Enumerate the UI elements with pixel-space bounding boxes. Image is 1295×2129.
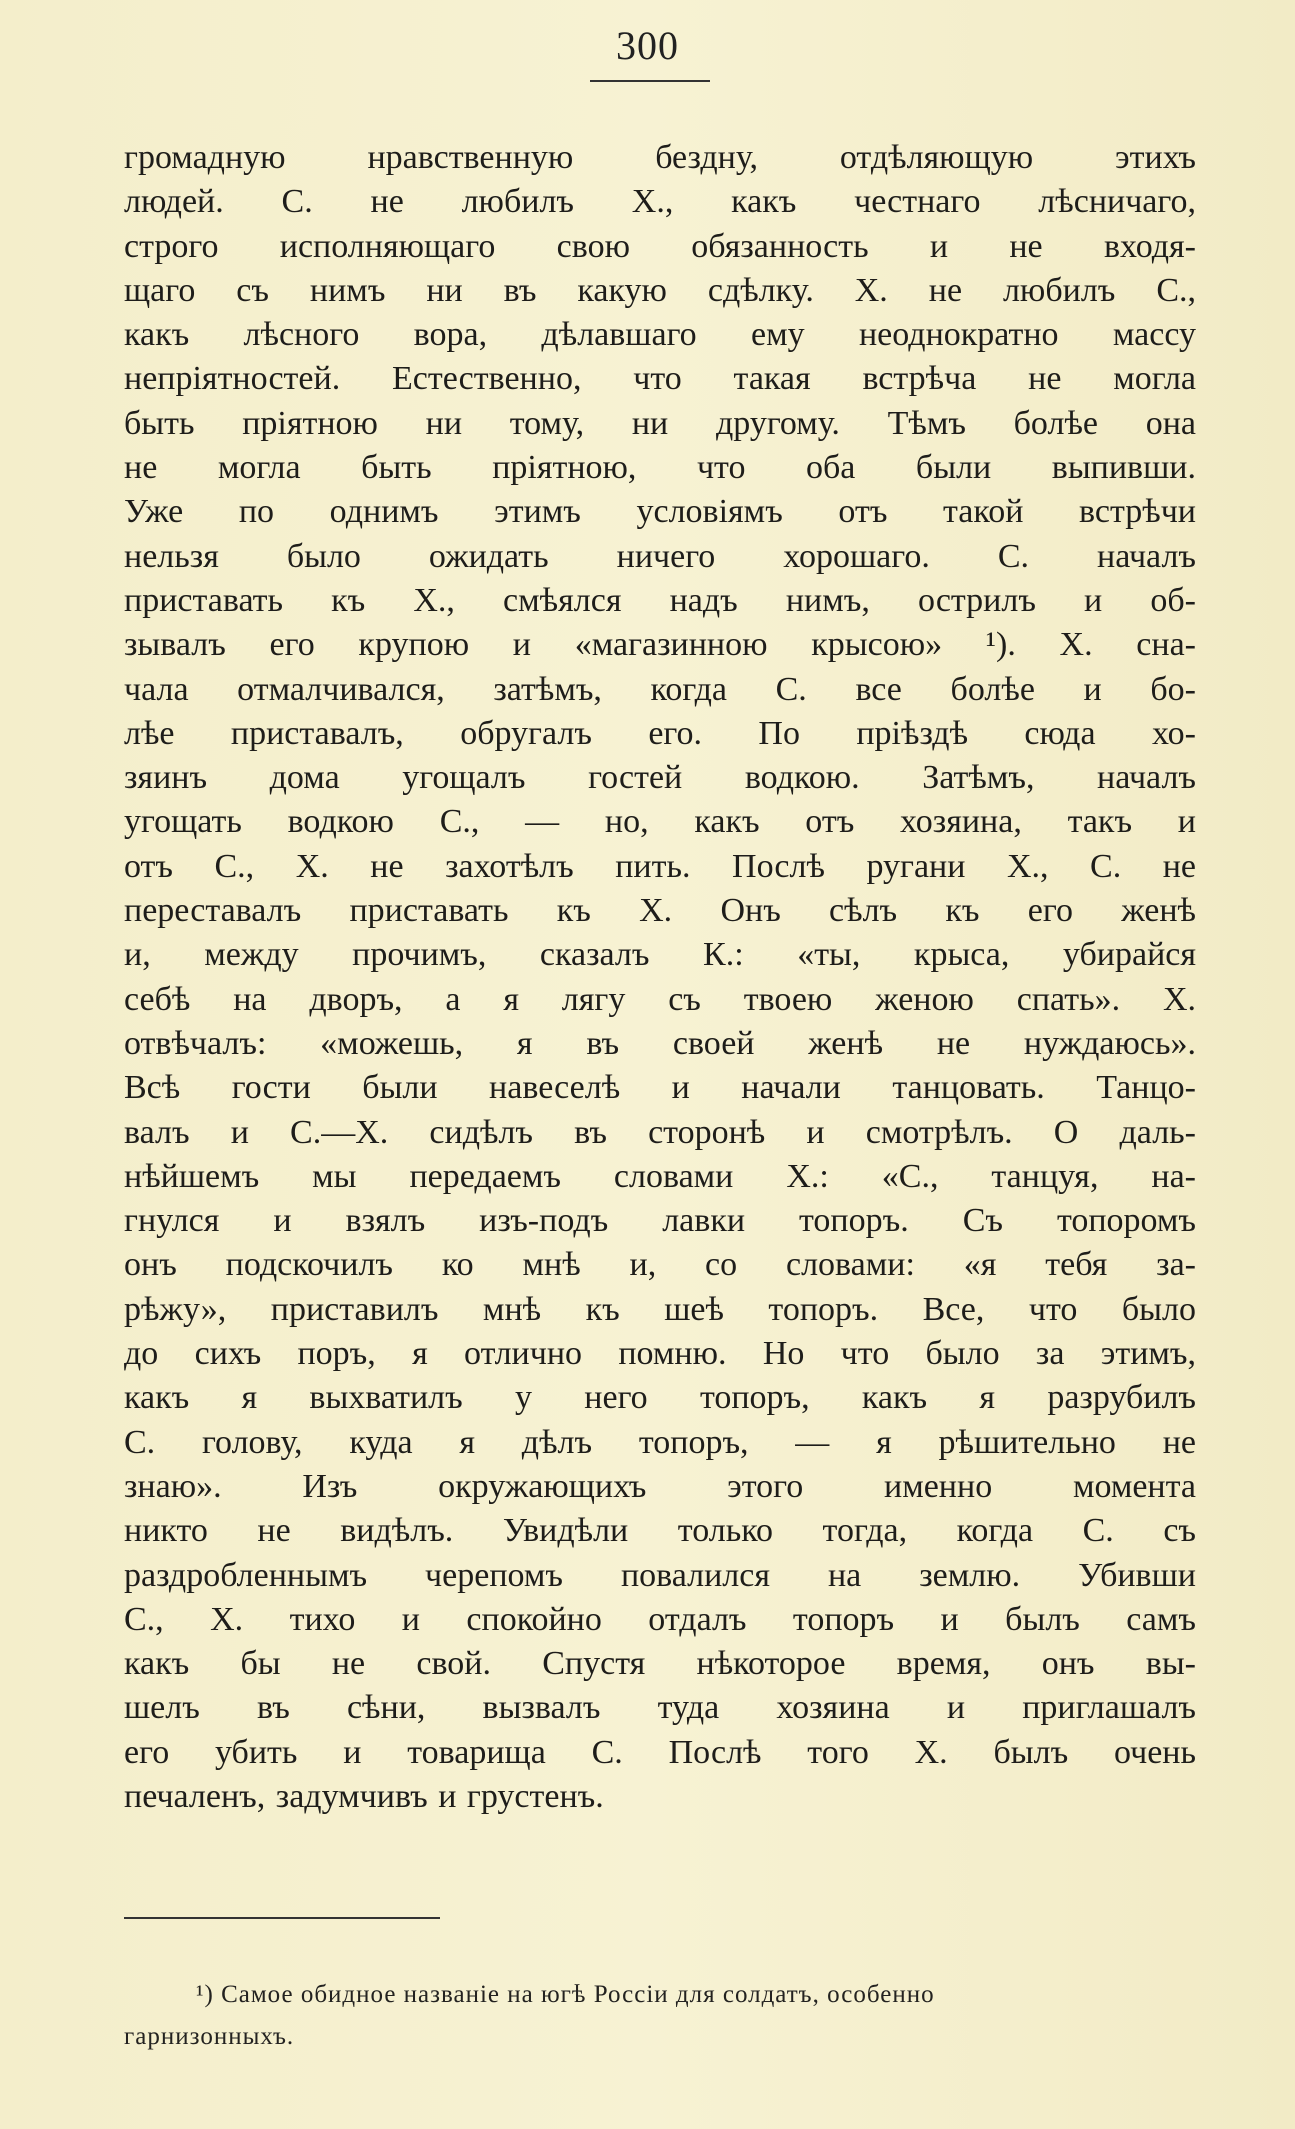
text-line: гнулся и взялъ изъ-подъ лавки топоръ. Съ топоромъ	[124, 1202, 1196, 1240]
text-line: знаю». Изъ окружающихъ этого именно момента	[124, 1467, 1196, 1505]
body-text	[124, 136, 1196, 1819]
text-line: его убить и товарища С. Послѣ того X. былъ очень	[124, 1733, 1196, 1771]
text-line: лѣе приставалъ, обругалъ его. По пріѣздѣ сюда хо-	[124, 714, 1196, 752]
text-line: чала отмалчивался, затѣмъ, когда С. все болѣе и бо-	[124, 670, 1196, 708]
text-line: себѣ на дворъ, а я лягу съ твоею женою спать». X.	[124, 980, 1196, 1018]
text-line: шелъ въ сѣни, вызвалъ туда хозяина и приглашалъ	[124, 1689, 1196, 1727]
text-line: валъ и С.—X. сидѣлъ въ сторонѣ и смотрѣлъ. О даль-	[124, 1113, 1196, 1151]
text-line: какъ я выхватилъ у него топоръ, какъ я разрубилъ	[124, 1379, 1196, 1417]
text-line: строго исполняющаго свою обязанность и не входя-	[124, 227, 1196, 265]
text-line: отъ С., X. не захотѣлъ пить. Послѣ ругани X., С. не	[124, 847, 1196, 885]
text-line: переставалъ приставать къ X. Онъ сѣлъ къ его женѣ	[124, 892, 1196, 930]
text-line: отвѣчалъ: «можешь, я въ своей женѣ не нуждаюсь».	[124, 1024, 1196, 1062]
text-line: щаго съ нимъ ни въ какую сдѣлку. X. не любилъ С.,	[124, 271, 1196, 309]
footnote-separator	[124, 1917, 440, 1919]
text-line: какъ бы не свой. Спустя нѣкоторое время, онъ вы-	[124, 1645, 1196, 1683]
text-line: раздробленнымъ черепомъ повалился на землю. Убивши	[124, 1556, 1196, 1594]
page-number: 300	[616, 23, 679, 68]
text-line: Уже по однимъ этимъ условіямъ отъ такой встрѣчи	[124, 493, 1196, 531]
text-line: С., X. тихо и спокойно отдалъ топоръ и былъ самъ	[124, 1600, 1196, 1638]
text-line: нельзя было ожидать ничего хорошаго. С. началъ	[124, 537, 1196, 575]
text-line: угощать водкою С., — но, какъ отъ хозяина, такъ и	[124, 803, 1196, 841]
text-line: нѣйшемъ мы передаемъ словами X.: «С., танцуя, на-	[124, 1157, 1196, 1195]
text-line: громадную нравственную бездну, отдѣляющую этихъ	[124, 139, 1196, 176]
footnote	[124, 1974, 1196, 2058]
text-line: людей. С. не любилъ X., какъ честнаго лѣсничаго,	[124, 183, 1196, 221]
text-line: какъ лѣсного вора, дѣлавшаго ему неоднократно массу	[124, 316, 1196, 354]
text-line: онъ подскочилъ ко мнѣ и, со словами: «я тебя за-	[124, 1246, 1196, 1284]
text-line: никто не видѣлъ. Увидѣли только тогда, когда С. съ	[124, 1512, 1196, 1550]
text-line: быть пріятною ни тому, ни другому. Тѣмъ болѣе она	[124, 404, 1196, 442]
text-line: до сихъ поръ, я отлично помню. Но что было за этимъ,	[124, 1335, 1196, 1373]
footnote-line: ¹) Самое обидное названіе на югѣ Россіи для солдатъ, особенно	[196, 1981, 935, 2008]
page-number-underline	[590, 80, 710, 82]
text-line: не могла быть пріятною, что оба были выпивши.	[124, 449, 1196, 487]
text-line: рѣжу», приставилъ мнѣ къ шеѣ топоръ. Все, что было	[124, 1290, 1196, 1328]
footnote-line: гарнизонныхъ.	[124, 2023, 295, 2050]
text-line: С. голову, куда я дѣлъ топоръ, — я рѣшительно не	[124, 1423, 1196, 1461]
text-line: приставать къ X., смѣялся надъ нимъ, острилъ и об-	[124, 581, 1196, 619]
text-line: и, между прочимъ, сказалъ К.: «ты, крыса, убирайся	[124, 936, 1196, 974]
text-line: зывалъ его крупою и «магазинною крысою» ¹). X. сна-	[124, 626, 1196, 664]
text-line: непріятностей. Естественно, что такая встрѣча не могла	[124, 360, 1196, 398]
text-line: печаленъ, задумчивъ и грустенъ.	[124, 1777, 604, 1815]
text-line: зяинъ дома угощалъ гостей водкою. Затѣмъ, началъ	[124, 759, 1196, 797]
text-line: Всѣ гости были навеселѣ и начали танцовать. Танцо-	[124, 1069, 1196, 1107]
